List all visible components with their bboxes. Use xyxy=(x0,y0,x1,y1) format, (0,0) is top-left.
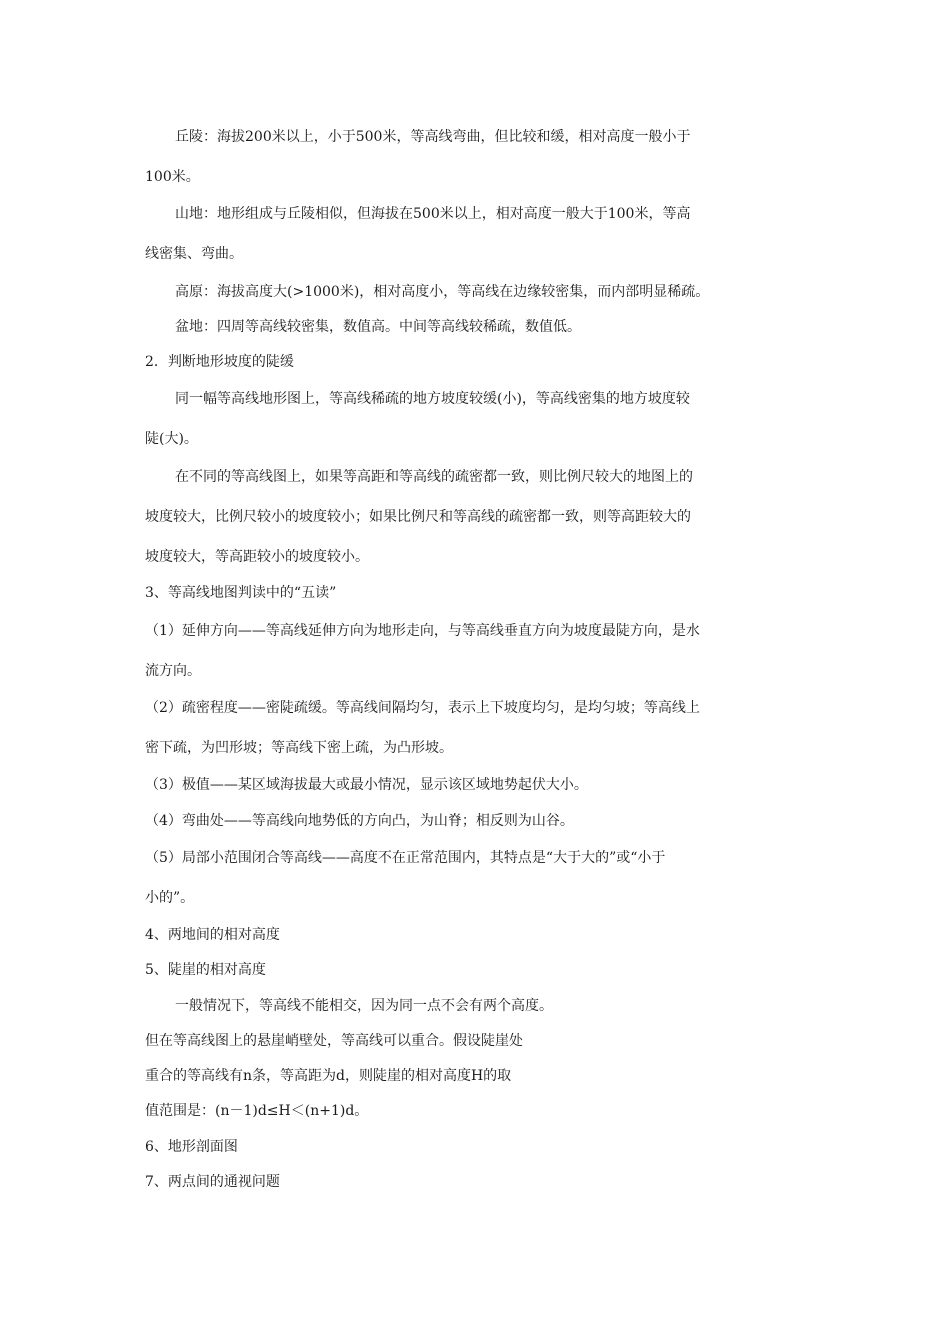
paragraph-cliff-4: 值范围是：(n－1)d≤H＜(n+1)d。 xyxy=(145,1103,369,1119)
item-2-density: （2）疏密程度——密陡疏缓。等高线间隔均匀，表示上下坡度均匀，是均匀坡；等高线上 xyxy=(145,700,700,716)
paragraph-slope-diff-map-2: 坡度较大，比例尺较小的坡度较小；如果比例尺和等高线的疏密都一致，则等高距较大的 xyxy=(145,509,691,525)
paragraph-slope-diff-map-3: 坡度较大，等高距较小的坡度较小。 xyxy=(145,549,369,565)
paragraph-mountains: 山地：地形组成与丘陵相似，但海拔在500米以上，相对高度一般大于100米，等高 xyxy=(175,206,691,222)
item-1-extension-cont: 流方向。 xyxy=(145,663,201,679)
paragraph-basin: 盆地：四周等高线较密集，数值高。中间等高线较稀疏，数值低。 xyxy=(175,319,581,335)
paragraph-hills-cont: 100米。 xyxy=(145,169,200,185)
paragraph-slope-diff-map: 在不同的等高线图上，如果等高距和等高线的疏密都一致，则比例尺较大的地图上的 xyxy=(175,469,693,485)
paragraph-slope-same-map: 同一幅等高线地形图上，等高线稀疏的地方坡度较缓(小)，等高线密集的地方坡度较 xyxy=(175,391,690,407)
paragraph-cliff-2: 但在等高线图上的悬崖峭壁处，等高线可以重合。假设陡崖处 xyxy=(145,1033,523,1049)
paragraph-mountains-cont: 线密集、弯曲。 xyxy=(145,246,243,262)
paragraph-cliff-1: 一般情况下，等高线不能相交，因为同一点不会有两个高度。 xyxy=(175,998,553,1014)
item-5-closed: （5）局部小范围闭合等高线——高度不在正常范围内，其特点是“大于大的”或“小于 xyxy=(145,850,666,866)
paragraph-hills: 丘陵：海拔200米以上，小于500米，等高线弯曲，但比较和缓，相对高度一般小于 xyxy=(175,129,691,145)
paragraph-cliff-3: 重合的等高线有n条，等高距为d，则陡崖的相对高度H的取 xyxy=(145,1068,512,1084)
item-2-density-cont: 密下疏，为凹形坡；等高线下密上疏，为凸形坡。 xyxy=(145,740,453,756)
paragraph-plateau: 高原：海拔高度大(>1000米)，相对高度小，等高线在边缘较密集，而内部明显稀疏。 xyxy=(175,284,710,300)
heading-cliff-height: 5、陡崖的相对高度 xyxy=(145,962,266,978)
heading-visibility: 7、两点间的通视问题 xyxy=(145,1174,280,1190)
heading-relative-height: 4、两地间的相对高度 xyxy=(145,927,280,943)
heading-five-readings: 3、等高线地图判读中的“五读” xyxy=(145,585,337,601)
item-1-extension: （1）延伸方向——等高线延伸方向为地形走向，与等高线垂直方向为坡度最陡方向，是水 xyxy=(145,623,700,639)
heading-slope: 2．判断地形坡度的陡缓 xyxy=(145,354,294,370)
item-4-bend: （4）弯曲处——等高线向地势低的方向凸，为山脊；相反则为山谷。 xyxy=(145,813,574,829)
item-5-closed-cont: 小的”。 xyxy=(145,890,195,906)
paragraph-slope-same-map-cont: 陡(大)。 xyxy=(145,431,198,447)
item-3-extreme: （3）极值——某区域海拔最大或最小情况，显示该区域地势起伏大小。 xyxy=(145,777,588,793)
heading-profile: 6、地形剖面图 xyxy=(145,1139,238,1155)
